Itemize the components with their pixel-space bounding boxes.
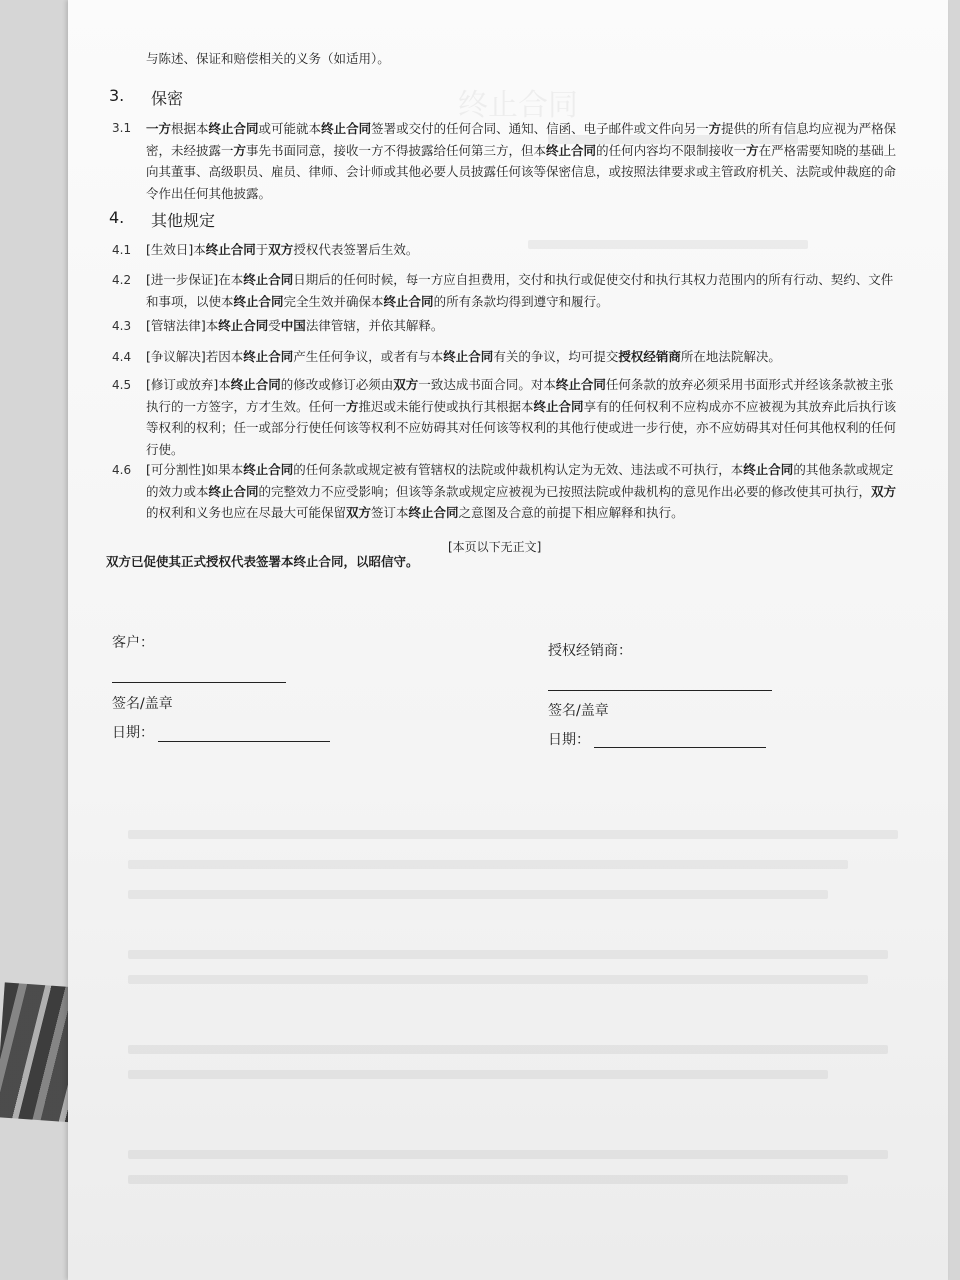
clause-number: 4.4	[112, 350, 132, 364]
text-run: 授权代表签署后生效。	[293, 242, 419, 257]
text-run: 享有的任何权利不应构成亦不应被视为其放弃此后执行该等权利的权利；任一或部分行使任何该等权利不应妨碍其对任何该等权利的其他行使或进一步行使，亦不应妨碍其对任何其他权利的任何行使。	[146, 398, 897, 457]
text-run: [进一步保证]在本	[146, 272, 244, 287]
text-run: 所在地法院解决。	[680, 349, 781, 364]
bold-term: 终止合同	[230, 377, 281, 392]
bold-term: 方	[708, 121, 722, 136]
clause-text	[146, 459, 902, 524]
clause-number: 4.1	[112, 243, 132, 257]
text-run: 之意图及合意的前提下相应解释和执行。	[458, 505, 684, 520]
dealer-date-label: 日期：	[548, 732, 590, 748]
text-run: 的任何内容均不限制接收一	[596, 142, 747, 158]
text-run: [管辖法律]本	[146, 318, 219, 333]
text-run: 事先书面同意，接收一方不得披露给任何第三方，但本	[246, 142, 547, 158]
bold-term: 终止合同	[555, 377, 606, 392]
text-run: [可分割性]如果本	[146, 462, 244, 477]
bold-term: 终止合同	[233, 293, 284, 309]
bold-term: 终止合同	[546, 142, 597, 158]
customer-date-label: 日期：	[112, 725, 154, 741]
text-run: 的所有条款均得到遵守和履行。	[433, 293, 609, 309]
text-run: [生效日]本	[146, 242, 206, 257]
bold-term: 方	[346, 398, 359, 414]
bold-term: 终止合同	[243, 349, 294, 364]
clause-text	[146, 346, 902, 368]
bold-term: 一方	[146, 121, 172, 136]
text-run: 一致达成书面合同。对本	[418, 377, 556, 392]
section-title: 其他规定	[151, 211, 216, 230]
clause-text	[146, 374, 902, 460]
show-through-texture: 终止合同	[68, 0, 948, 1280]
text-run: 的完整效力不应受影响；但该等条款或规定应被视为已按照法院或仲裁机构的意见作出必要的修改使其可执行，	[258, 483, 872, 499]
text-run: 的其他条款或规定的效力或本	[146, 462, 894, 499]
text-run: 或可能就本	[258, 121, 322, 136]
customer-date-line	[158, 741, 330, 742]
bold-term: 双方	[268, 242, 294, 257]
customer-label: 客户：	[112, 635, 154, 651]
clause-text	[146, 239, 902, 261]
section-number: 3.	[109, 86, 125, 105]
clause-number: 4.6	[112, 463, 132, 477]
bold-term: 终止合同，以昭信守。	[293, 554, 419, 569]
clause-text	[146, 118, 902, 204]
clause-number: 4.2	[112, 273, 132, 287]
text-run: [争议解决]若因本	[146, 349, 244, 364]
bold-term: 中国	[280, 318, 306, 333]
text-run: 的权利和义务也应在尽最大可能保留	[146, 505, 347, 520]
dealer-label: 授权经销商：	[548, 643, 632, 659]
bold-term: 授权经销商	[618, 349, 681, 364]
bold-term: 方	[233, 142, 247, 158]
bold-term: 终止合同	[408, 505, 459, 520]
bold-term: 终止合同	[218, 318, 269, 333]
bold-term: 终止合同	[208, 121, 259, 136]
bold-term: 双方	[393, 377, 419, 392]
text-run: 于	[255, 242, 269, 257]
clause-text	[146, 315, 902, 337]
bold-term: 终止合同	[243, 462, 294, 477]
text-run: 根据本	[171, 121, 209, 136]
section-title: 保密	[151, 89, 184, 108]
text-run: 已促使其正式授权代表签署本	[131, 554, 294, 569]
continued-text-line: 与陈述、保证和赔偿相关的义务（如适用）。	[146, 51, 390, 66]
bold-term: 终止合同	[208, 483, 259, 499]
bold-term: 终止合同	[321, 121, 372, 136]
clause-number: 4.5	[112, 378, 132, 392]
text-run: 的任何条款或规定被有管辖权的法院或仲裁机构认定为无效、违法或不可执行，本	[293, 462, 744, 477]
bold-term: 终止合同	[205, 242, 256, 257]
text-run: 日期后的任何时候，每一方应自担费用，交付和执行或促使交付和执行其权力范围内的所有行动、契约、文件和事项，以使本	[146, 272, 894, 309]
clause-number: 3.1	[112, 121, 132, 135]
section-number: 4.	[109, 208, 125, 227]
bold-term: 双方	[106, 554, 132, 569]
bold-term: 双方	[871, 483, 897, 499]
text-run: 任何条款的放弃必须采用书面形式并经该条款被主张执行的一方签字，方才生效。任何一	[146, 377, 894, 414]
clause-text	[146, 269, 902, 312]
text-run: 在严格需要知晓的基础上向其董事、高级职员、雇员、律师、会计师或其他必要人员披露任何该等保密信息，或按照法律要求或主管政府机关、法院或仲裁庭的命令作出任何其他披露。	[146, 142, 897, 201]
text-run: 签署或交付的任何合同、通知、信函、电子邮件或文件向另一	[371, 121, 709, 136]
dealer-signature-line	[548, 690, 772, 691]
bold-term: 双方	[346, 505, 372, 520]
witness-statement	[106, 552, 419, 570]
bold-term: 终止合同	[383, 293, 434, 309]
dealer-date-line	[594, 747, 766, 748]
bold-term: 终止合同	[743, 462, 794, 477]
end-of-text-note: [本页以下无正文]	[448, 540, 542, 554]
bold-term: 方	[746, 142, 759, 158]
dealer-sign-seal-label: 签名/盖章	[548, 703, 609, 719]
text-run: 有关的争议，均可提交	[493, 349, 619, 364]
text-run: 受	[268, 318, 281, 333]
text-run: 完全生效并确保本	[283, 293, 384, 309]
customer-sign-seal-label: 签名/盖章	[112, 696, 173, 712]
text-run: 法律管辖，并依其解释。	[305, 318, 444, 333]
text-run: 的修改或修订必须由	[280, 377, 394, 392]
bold-term: 终止合同	[243, 272, 294, 287]
bold-term: 终止合同	[533, 398, 584, 414]
text-run: 产生任何争议，或者有与本	[293, 349, 444, 364]
text-run: 签订本	[371, 505, 409, 520]
text-run: 推迟或未能行使或执行其根据本	[358, 398, 534, 414]
document-content	[68, 0, 948, 1280]
text-run: [修订或放弃]本	[146, 377, 231, 392]
bold-term: 终止合同	[443, 349, 494, 364]
customer-signature-line	[112, 682, 286, 683]
clause-number: 4.3	[112, 319, 132, 333]
document-page	[68, 0, 948, 1280]
text-run: 提供的所有信息均应视为严格保密，未经披露一	[146, 121, 897, 158]
